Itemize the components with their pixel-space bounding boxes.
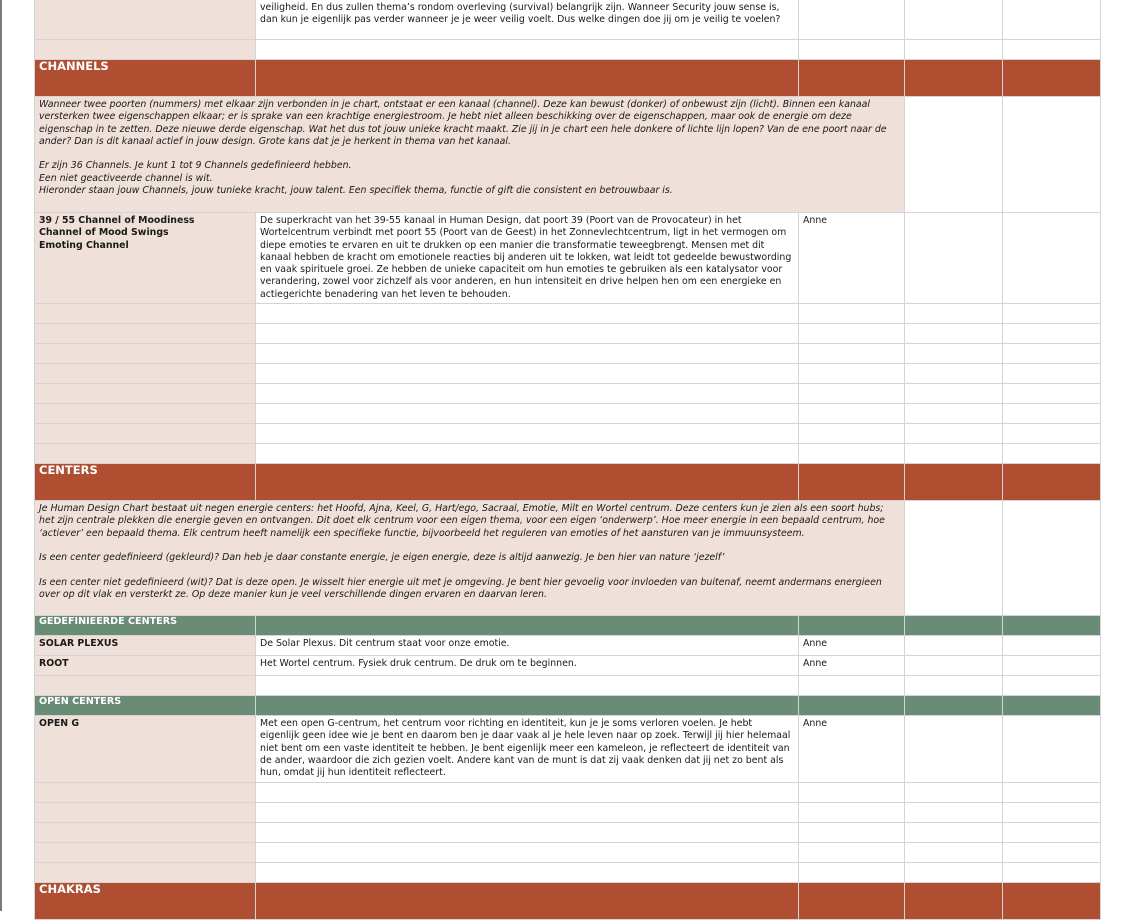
cell[interactable]	[905, 344, 1003, 364]
center-description[interactable]: De Solar Plexus. Dit centrum staat voor onze emotie.	[256, 636, 799, 656]
cell[interactable]	[1003, 304, 1101, 324]
channels-intro-paragraph: Er zijn 36 Channels. Je kunt 1 tot 9 Channels gedefinieerd hebben. Een niet geactiveerde channel is wit. Hieronder staan jouw Channels, jouw tunieke kracht, jouw talent. Een specifiek thema, functie of gift die consistent en betrouwbaar is.	[39, 160, 673, 197]
cell[interactable]	[905, 716, 1003, 783]
cell[interactable]	[256, 843, 799, 863]
label-cell[interactable]	[35, 324, 256, 344]
label-cell[interactable]	[35, 304, 256, 324]
cell[interactable]	[1003, 0, 1101, 40]
cell[interactable]	[1003, 97, 1101, 213]
cell[interactable]	[256, 344, 799, 364]
centers-intro-paragraph: Je Human Design Chart bestaat uit negen energie centers: het Hoofd, Ajna, Keel, G, Hart/ego, Sacraal, Emotie, Milt en Wortel centrum. Deze centers kun je zien als een soort hubs; het zijn centrale plekken die energie geven en ontvangen. Dit doet elk centrum voor een eigen thema, voor een eigen ‘onderwerp’. Hoe meer energie in een bepaald centrum, hoe ‘actiever’ een bepaald thema. Elk centrum heeft namelijk een specifieke functie, bijvoorbeeld het reguleren van emoties of het aansturen van je immuunsysteem.	[39, 503, 885, 539]
cell[interactable]	[1003, 384, 1101, 404]
cell[interactable]	[905, 636, 1003, 656]
section-title-centers[interactable]: CENTERS	[35, 464, 256, 501]
label-cell[interactable]	[35, 404, 256, 424]
subsection-title-defined[interactable]: GEDEFINIEERDE CENTERS	[35, 616, 256, 636]
cell[interactable]	[905, 424, 1003, 444]
center-row	[35, 716, 1101, 783]
cell[interactable]	[905, 501, 1003, 616]
cell[interactable]	[1003, 444, 1101, 464]
cell[interactable]	[1003, 424, 1101, 444]
cell[interactable]	[799, 384, 905, 404]
cell[interactable]	[799, 344, 905, 364]
cell[interactable]	[1003, 823, 1101, 843]
cell[interactable]	[256, 404, 799, 424]
cell[interactable]	[1003, 783, 1101, 803]
center-name[interactable]: SOLAR PLEXUS	[35, 636, 256, 656]
cell[interactable]	[256, 676, 799, 696]
cell[interactable]	[905, 843, 1003, 863]
cell[interactable]	[905, 676, 1003, 696]
cell[interactable]	[905, 384, 1003, 404]
cell[interactable]	[256, 823, 799, 843]
cell[interactable]	[1003, 863, 1101, 883]
label-cell[interactable]	[35, 843, 256, 863]
defined-centers-header	[35, 616, 1101, 636]
cell[interactable]	[1003, 716, 1101, 783]
label-cell[interactable]	[35, 344, 256, 364]
cell[interactable]	[256, 783, 799, 803]
cell[interactable]	[799, 364, 905, 384]
center-owner[interactable]: Anne	[799, 656, 905, 676]
cell[interactable]	[256, 324, 799, 344]
cell[interactable]	[1003, 40, 1101, 60]
open-centers-header	[35, 696, 1101, 716]
cell[interactable]	[905, 783, 1003, 803]
center-description[interactable]: Met een open G-centrum, het centrum voor richting en identiteit, kun je je soms verloren voelen. Je hebt eigenlijk geen idee wie je bent en daarom ben je daar vaak al je hele leven naar op zoek. Terwijl jij hier helemaal niet bent om een vaste identiteit te hebben. Je bent eigenlijk meer een kameleon, je reflecteert de identiteit van de ander, waardoor die zich gezien voelt. Andere kant van de munt is dat zij vaak denken dat jij net zo bent als hun, omdat jij hun identiteit reflecteert.	[256, 716, 799, 783]
cell[interactable]	[799, 843, 905, 863]
cell[interactable]	[905, 404, 1003, 424]
label-cell[interactable]	[35, 444, 256, 464]
cell[interactable]	[1003, 636, 1101, 656]
centers-intro[interactable]	[35, 501, 905, 616]
cell[interactable]	[799, 304, 905, 324]
cell[interactable]	[905, 656, 1003, 676]
centers-section-header	[35, 464, 1101, 501]
cell[interactable]	[256, 40, 799, 60]
label-cell[interactable]	[35, 863, 256, 883]
channels-intro[interactable]	[35, 97, 905, 213]
cell[interactable]	[905, 213, 1003, 304]
label-cell[interactable]	[35, 364, 256, 384]
spreadsheet-grid	[34, 0, 1101, 920]
cell[interactable]	[905, 0, 1003, 40]
window-left-edge	[0, 0, 2, 911]
cell[interactable]	[256, 803, 799, 823]
centers-intro-paragraph: Is een center niet gedefinieerd (wit)? Dat is deze open. Je wisselt hier energie uit met je omgeving. Je bent hier gevoelig voor invloeden van buitenaf, neemt andermans energieen over op dit vlak en versterkt ze. Op deze manier kun je veel verschillende dingen ervaren en daarvan leren.	[39, 576, 882, 601]
cell[interactable]	[799, 863, 905, 883]
label-cell[interactable]	[35, 783, 256, 803]
center-description[interactable]: Het Wortel centrum. Fysiek druk centrum. De druk om te beginnen.	[256, 656, 799, 676]
cell[interactable]	[905, 364, 1003, 384]
centers-intro-paragraph: Is een center gedefinieerd (gekleurd)? Dan heb je daar constante energie, je eigen energie, deze is altijd aanwezig. Je ben hier van nature ‘jezelf’	[39, 552, 725, 564]
cell[interactable]	[1003, 803, 1101, 823]
cell[interactable]	[799, 40, 905, 60]
channel-description[interactable]: De superkracht van het 39-55 kanaal in Human Design, dat poort 39 (Poort van de Provocateur) in het Wortelcentrum verbindt met poort 55 (Poort van de Geest) in het Zonnevlechtcentrum, ligt in het vermogen om diepe emoties te ervaren en uit te drukken op een manier die transformatie teweegbrengt. Mensen met dit kanaal hebben de kracht om emotionele reacties bij anderen uit te lokken, wat leidt tot gedeelde bewustwording en vaak spirituele groei. Ze hebben de unieke capaciteit om hun emoties te gebruiken als een katalysator voor verandering, zowel voor zichzelf als voor anderen, en hun intensiteit en drive helpen hen om een energieke en actiegerichte benadering van het leven te behouden.	[256, 213, 799, 304]
cell[interactable]	[905, 97, 1003, 213]
label-cell[interactable]	[35, 676, 256, 696]
cell[interactable]	[1003, 843, 1101, 863]
channel-name[interactable]: 39 / 55 Channel of Moodiness Channel of Mood Swings Emoting Channel	[35, 213, 256, 304]
cell[interactable]	[1003, 676, 1101, 696]
label-cell[interactable]	[35, 823, 256, 843]
cell[interactable]	[256, 424, 799, 444]
cell[interactable]	[799, 404, 905, 424]
chakras-section-header	[35, 883, 1101, 920]
cell[interactable]	[1003, 364, 1101, 384]
cell[interactable]	[799, 676, 905, 696]
section-title-channels[interactable]: CHANNELS	[35, 60, 256, 97]
center-row	[35, 656, 1101, 676]
label-cell[interactable]	[35, 424, 256, 444]
cell[interactable]	[1003, 324, 1101, 344]
center-owner[interactable]: Anne	[799, 716, 905, 783]
cell[interactable]	[905, 863, 1003, 883]
security-text-fragment[interactable]: veiligheid. En dus zullen thema’s rondom overleving (survival) belangrijk zijn. Wanneer Security jouw sense is, dan kun je eigenlijk pas verder wanneer je je weer veilig voelt. Dus welke dingen doe jij om je veilig te voelen?	[256, 0, 799, 40]
cell[interactable]	[799, 444, 905, 464]
cell[interactable]	[256, 304, 799, 324]
cell[interactable]	[799, 324, 905, 344]
cell[interactable]	[1003, 656, 1101, 676]
cell[interactable]	[256, 863, 799, 883]
section-title-chakras[interactable]: CHAKRAS	[35, 883, 256, 920]
center-name[interactable]: OPEN G	[35, 716, 256, 783]
cell[interactable]	[799, 823, 905, 843]
cell[interactable]	[799, 0, 905, 40]
cell[interactable]	[905, 444, 1003, 464]
center-owner[interactable]: Anne	[799, 636, 905, 656]
cell[interactable]	[256, 444, 799, 464]
cell[interactable]	[1003, 404, 1101, 424]
channel-owner[interactable]: Anne	[799, 213, 905, 304]
label-cell[interactable]	[35, 40, 256, 60]
label-cell[interactable]	[35, 0, 256, 40]
cell[interactable]	[799, 803, 905, 823]
cell[interactable]	[799, 783, 905, 803]
cell[interactable]	[905, 304, 1003, 324]
cell[interactable]	[905, 40, 1003, 60]
cell[interactable]	[1003, 501, 1101, 616]
center-row	[35, 636, 1101, 656]
cell[interactable]	[256, 384, 799, 404]
cell[interactable]	[1003, 213, 1101, 304]
cell[interactable]	[905, 324, 1003, 344]
channels-intro-paragraph: Wanneer twee poorten (nummers) met elkaar zijn verbonden in je chart, ontstaat er een kanaal (channel). Deze kan bewust (donker) of onbewust zijn (licht). Binnen een kanaal versterken twee eigenschappen elkaar; er is sprake van een krachtige energiestroom. Je hebt niet alleen beschikking over de eigenschappen, maar ook de energie om deze eigenschap in te zetten. Deze nieuwe derde eigenschap. Wat het dus tot jouw unieke kracht maakt. Zie jij in je chart een hele donkere of lichte lijn lopen? Van de ene poort naar de ander? Dan is dit kanaal actief in jouw design. Grote kans dat je je herkent in thema van het kanaal.	[39, 99, 887, 147]
channel-row	[35, 213, 1101, 304]
label-cell[interactable]	[35, 803, 256, 823]
channels-section-header	[35, 60, 1101, 97]
cell[interactable]	[799, 424, 905, 444]
label-cell[interactable]	[35, 384, 256, 404]
center-name[interactable]: ROOT	[35, 656, 256, 676]
subsection-title-open[interactable]: OPEN CENTERS	[35, 696, 256, 716]
cell[interactable]	[905, 823, 1003, 843]
cell[interactable]	[256, 364, 799, 384]
cell[interactable]	[1003, 344, 1101, 364]
cell[interactable]	[905, 803, 1003, 823]
